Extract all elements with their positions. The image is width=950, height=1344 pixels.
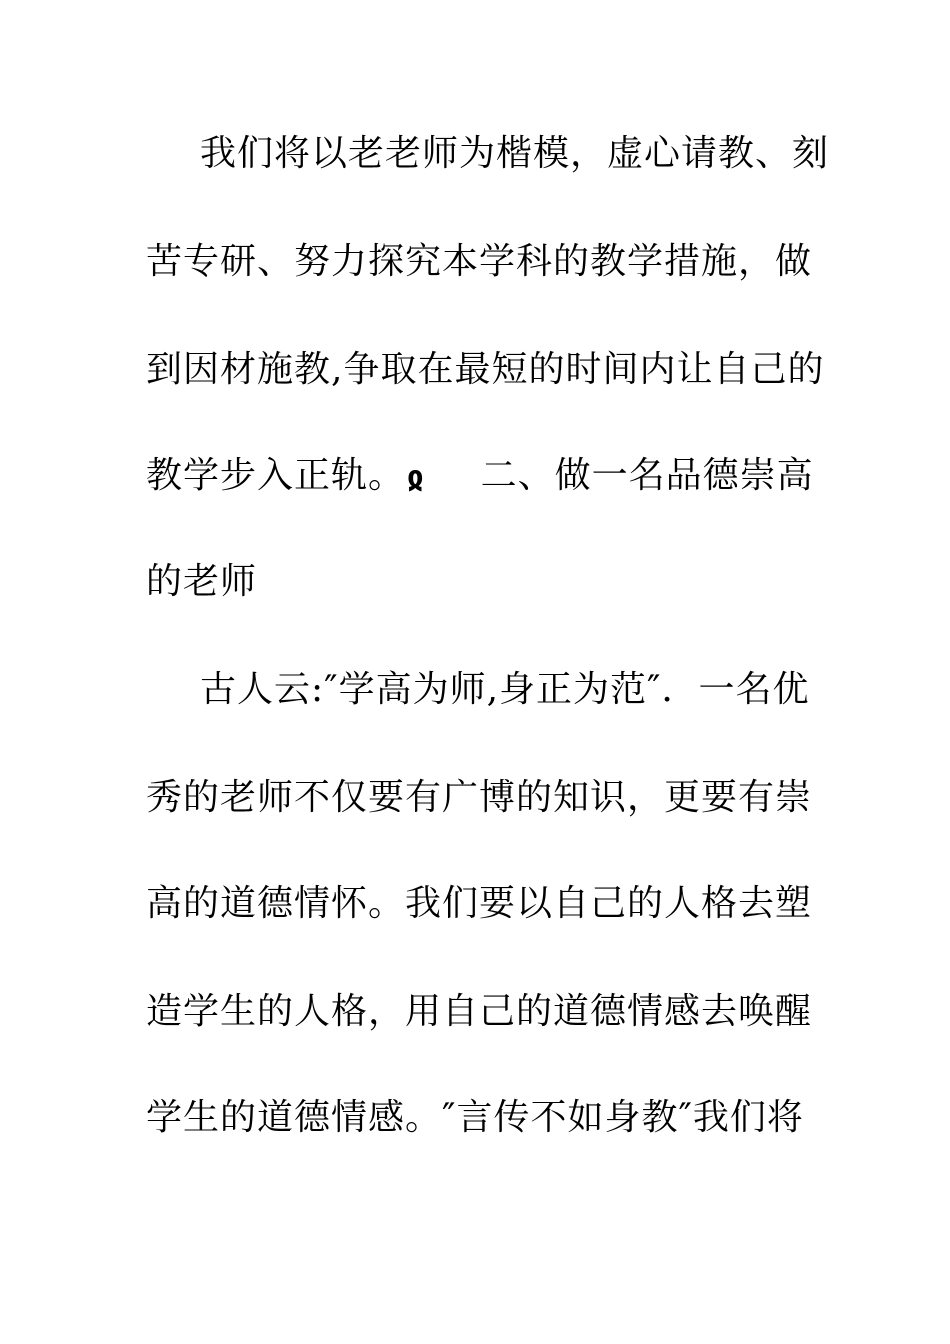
paragraph-1-line-4-text: 教学步入正轨。 <box>146 455 406 496</box>
paragraph-2-line-3: 高的道德情怀。我们要以自己的人格去塑 <box>146 883 813 924</box>
stray-glyph-mark: ჲ <box>407 460 425 495</box>
paragraph-1-line-2: 苦专研、努力探究本学科的教学措施，做 <box>146 241 813 282</box>
section-heading-2-continuation: 的老师 <box>146 561 258 602</box>
paragraph-2-line-5: 学生的道德情感。″言传不如身教″我们将 <box>146 1097 804 1138</box>
paragraph-1-line-4 <box>146 454 816 500</box>
section-heading-2: 二、做一名品德崇高 <box>480 455 814 496</box>
paragraph-2-line-2: 秀的老师不仅要有广博的知识，更要有崇 <box>146 777 813 818</box>
paragraph-1-line-1: 我们将以老老师为楷模，虚心请教、刻 <box>200 133 830 174</box>
paragraph-2-line-4: 造学生的人格，用自己的道德情感去唤醒 <box>146 991 813 1032</box>
paragraph-1-line-3: 到因材施教,争取在最短的时间内让自己的 <box>146 349 825 390</box>
paragraph-2-line-1: 古人云:″学高为师,身正为范″．一名优 <box>200 669 810 710</box>
